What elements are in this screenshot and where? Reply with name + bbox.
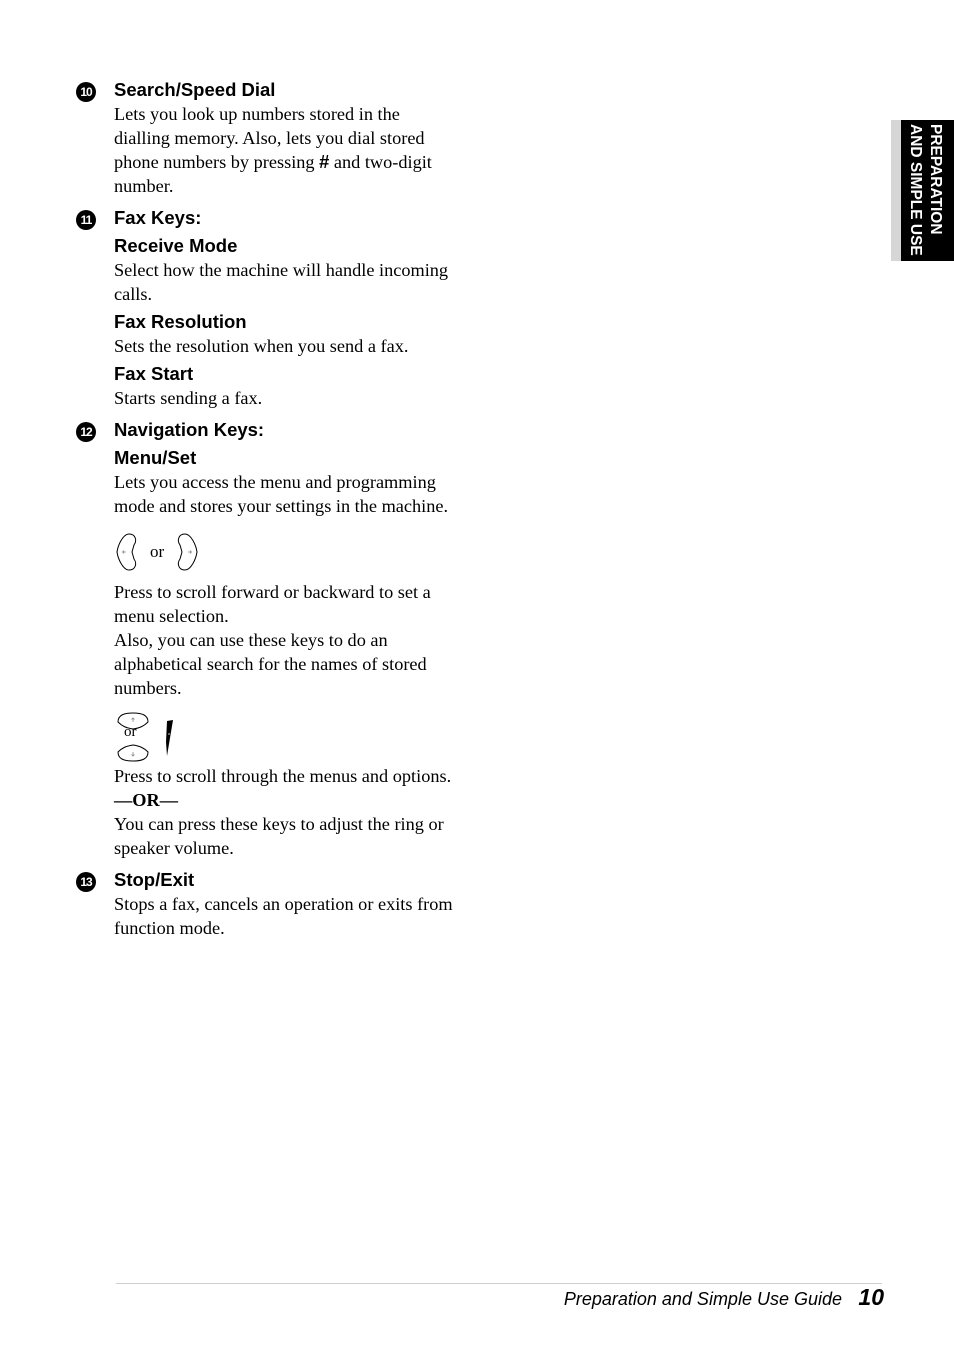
chapter-tab-label: PREPARATION AND SIMPLE USE xyxy=(907,124,944,256)
item-number-badge: 12 xyxy=(76,422,96,442)
keys-text: Also, you can use these keys to do an alphabetical search for the names of stored numbers. xyxy=(114,630,427,698)
item-description: Stops a fax, cancels an operation or exits from function mode. xyxy=(114,894,453,938)
subsection-title: Fax Start xyxy=(114,363,194,384)
subsection-text: Sets the resolution when you send a fax. xyxy=(114,336,409,356)
key-descriptions xyxy=(76,78,456,940)
item-number-badge: 11 xyxy=(76,210,96,230)
item-description: Lets you look up numbers stored in the dialling memory. Also, lets you dial stored phone numbers by pressing # and two-digit number. xyxy=(114,104,432,196)
item-fax-keys xyxy=(76,206,456,410)
item-navigation-keys xyxy=(76,418,456,860)
left-arrow-key-icon xyxy=(114,533,140,571)
keys-text: Press to scroll forward or backward to set a menu selection. xyxy=(114,582,431,626)
left-right-keys-illustration xyxy=(114,532,456,572)
chapter-side-tab xyxy=(891,120,954,261)
subsection-title: Receive Mode xyxy=(114,235,238,256)
item-stop-exit xyxy=(76,868,456,940)
up-down-keys-illustration xyxy=(114,712,184,762)
subsection-title: Fax Resolution xyxy=(114,311,247,332)
item-title: Search/Speed Dial xyxy=(114,79,276,100)
footer-divider xyxy=(116,1283,882,1284)
item-title: Stop/Exit xyxy=(114,869,195,890)
subsection-text: Lets you access the menu and programming mode and stores your settings in the machine. xyxy=(114,472,449,516)
or-separator: —OR— xyxy=(114,790,178,810)
right-arrow-key-icon xyxy=(174,533,200,571)
page-number: 10 xyxy=(858,1284,884,1310)
item-number-badge: 10 xyxy=(76,82,96,102)
subsection-title: Menu/Set xyxy=(114,447,197,468)
item-search-speed-dial xyxy=(76,78,456,198)
hash-key-label: # xyxy=(319,151,330,172)
subsection-text: Starts sending a fax. xyxy=(114,388,263,408)
item-number-badge: 13 xyxy=(76,872,96,892)
item-title: Navigation Keys: xyxy=(114,419,265,440)
keys-text: Press to scroll through the menus and options. xyxy=(114,766,452,786)
keys-text: You can press these keys to adjust the ring or speaker volume. xyxy=(114,814,444,858)
item-title: Fax Keys: xyxy=(114,207,202,228)
or-label: or xyxy=(124,724,137,740)
or-label: or xyxy=(150,542,165,561)
footer-guide-title: Preparation and Simple Use Guide xyxy=(563,1289,842,1309)
subsection-text: Select how the machine will handle incoming calls. xyxy=(114,260,449,304)
